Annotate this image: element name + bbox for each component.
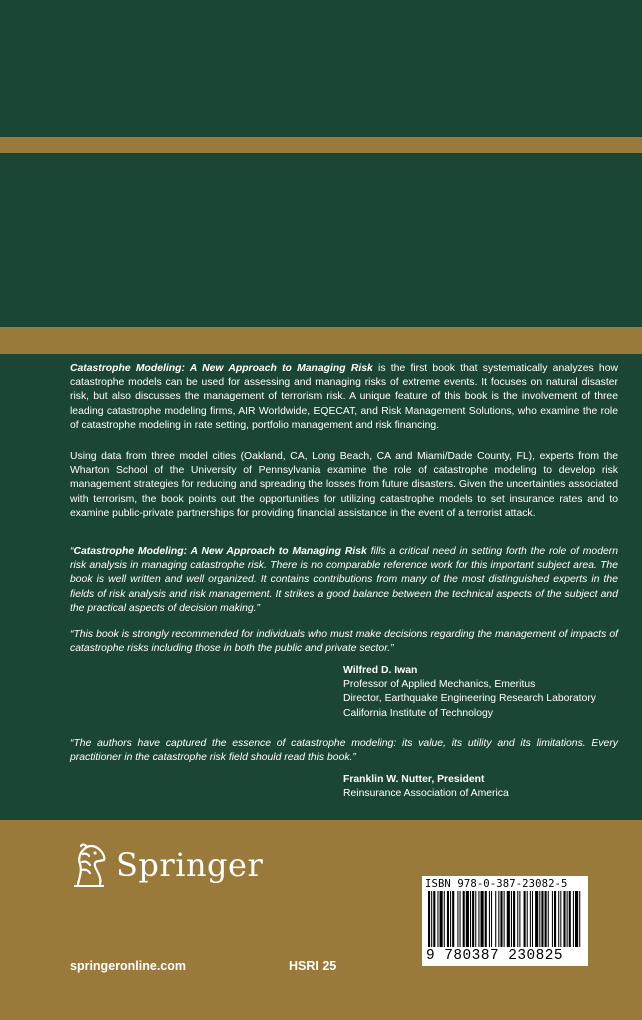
barcode-bar: [495, 891, 496, 947]
barcode-bar: [548, 891, 549, 947]
barcode-bar: [504, 891, 505, 947]
barcode-bar: [517, 891, 518, 947]
barcode-bar: [463, 891, 465, 947]
barcode-bar: [541, 891, 543, 947]
barcode-bar: [431, 891, 432, 947]
quote-1-text: fills a critical need in setting forth the role of modern risk analysis in managing catastrophe risk. There is no comparable reference work for this important subject area. The book is well written and well organized. It contains contributions from many of the most distinguished experts in the fields of risk analysis and risk management. It strikes a good balance between the technical aspects of the subject and the practical aspects of decision making.”: [70, 546, 618, 614]
barcode-bar: [444, 891, 445, 947]
attribution-2-name: Franklin W. Nutter, President: [343, 774, 485, 785]
barcode-bar: [569, 891, 571, 947]
barcode-bar: [475, 891, 476, 947]
barcode-digits: 9 780387 230825: [426, 948, 564, 964]
attribution-1-line: Professor of Applied Mechanics, Emeritus: [343, 679, 536, 691]
barcode-bar: [472, 891, 474, 947]
barcode-bar: [579, 891, 580, 947]
isbn-label: ISBN 978-0-387-23082-5: [425, 878, 568, 890]
barcode-bar: [466, 891, 469, 947]
barcode-bar: [433, 891, 435, 947]
barcode-bar: [545, 891, 547, 947]
barcode-bar: [532, 891, 533, 947]
barcode-bar: [457, 891, 458, 947]
description-paragraph-1: [70, 362, 618, 433]
springer-wordmark: Springer: [116, 846, 264, 884]
barcode-bar: [500, 891, 502, 947]
gold-stripe-top: [0, 137, 642, 153]
attribution-1: [343, 664, 596, 721]
isbn-barcode: [422, 876, 588, 966]
barcode-bars: [424, 891, 586, 949]
description-paragraph-2: Using data from three model cities (Oakland, CA, Long Beach, CA and Miami/Dade County, FL), experts from the Wharton School of the University of Pennsylvania examine the role of catastrophe modeling to develop risk management strategies for reducing and spreading the losses from future disasters. Given the uncertainties associated with terrorism, the book points out the opportunities for utilizing catastrophe models to set insurance rates and to examine public-private partnerships for providing financial assistance in the event of a terrorist attack.: [70, 451, 618, 519]
barcode-bar: [460, 891, 461, 947]
barcode-bar: [428, 891, 430, 947]
barcode-bar: [563, 891, 565, 947]
series-number: HSRI 25: [289, 959, 337, 973]
springer-horse-icon: [70, 842, 108, 888]
quote-2: “This book is strongly recommended for individuals who must make decisions regarding the management of impacts of catastrophe risks including those in both the public and private sector.”: [70, 629, 618, 655]
barcode-bar: [535, 891, 538, 947]
barcode-bar: [485, 891, 487, 947]
barcode-bar: [447, 891, 449, 947]
barcode-bar: [498, 891, 499, 947]
barcode-bar: [573, 891, 574, 947]
barcode-bar: [527, 891, 528, 947]
attribution-2-line: Reinsurance Association of America: [343, 788, 509, 800]
barcode-bar: [530, 891, 531, 947]
barcode-bar: [519, 891, 520, 947]
barcode-bar: [481, 891, 484, 947]
barcode-bar: [450, 891, 451, 947]
barcode-bar: [437, 891, 438, 947]
quote-1-open: “: [70, 546, 74, 557]
barcode-bar: [539, 891, 540, 947]
book-title: Catastrophe Modeling: A New Approach to Managing Risk: [70, 363, 373, 374]
barcode-bar: [507, 891, 510, 947]
barcode-bar: [513, 891, 515, 947]
barcode-bar: [575, 891, 578, 947]
quote-1: [70, 545, 618, 616]
barcode-bar: [491, 891, 492, 947]
barcode-bar: [489, 891, 490, 947]
attribution-1-line: Director, Earthquake Engineering Research Laboratory: [343, 693, 596, 705]
barcode-bar: [478, 891, 479, 947]
barcode-bar: [554, 891, 556, 947]
barcode-bar: [511, 891, 512, 947]
barcode-bar: [552, 891, 553, 947]
footer-band: [0, 820, 642, 1020]
quote-1-title: Catastrophe Modeling: A New Approach to Managing Risk: [73, 546, 367, 557]
barcode-bar: [440, 891, 443, 947]
barcode-bar: [567, 891, 568, 947]
barcode-bar: [560, 891, 561, 947]
description-text-1: is the first book that systematically analyzes how catastrophe models can be used for assessing and managing risks of extreme events. It focuses on natural disaster risk, but also discusses the management of terrorism risk. A unique feature of this book is the involvement of three leading catastrophe modeling firms, AIR Worldwide, EQECAT, and Risk Management Solutions, who examine the role of catastrophe modeling in rate setting, portfolio management and risk financing.: [70, 363, 618, 431]
barcode-bar: [524, 891, 526, 947]
gold-stripe-middle: [0, 327, 642, 354]
attribution-1-line: California Institute of Technology: [343, 707, 493, 719]
springer-logo: [70, 842, 263, 888]
barcode-bar: [558, 891, 559, 947]
attribution-2: [343, 773, 509, 801]
barcode-bar: [452, 891, 454, 947]
barcode-bar: [470, 891, 471, 947]
quote-3: “The authors have captured the essence of catastrophe modeling: its value, its utility and its limitations. Every practitioner in the catastrophe risk field should read this book.”: [70, 738, 618, 764]
website-link[interactable]: springeronline.com: [70, 959, 186, 973]
attribution-1-name: Wilfred D. Iwan: [343, 665, 418, 676]
